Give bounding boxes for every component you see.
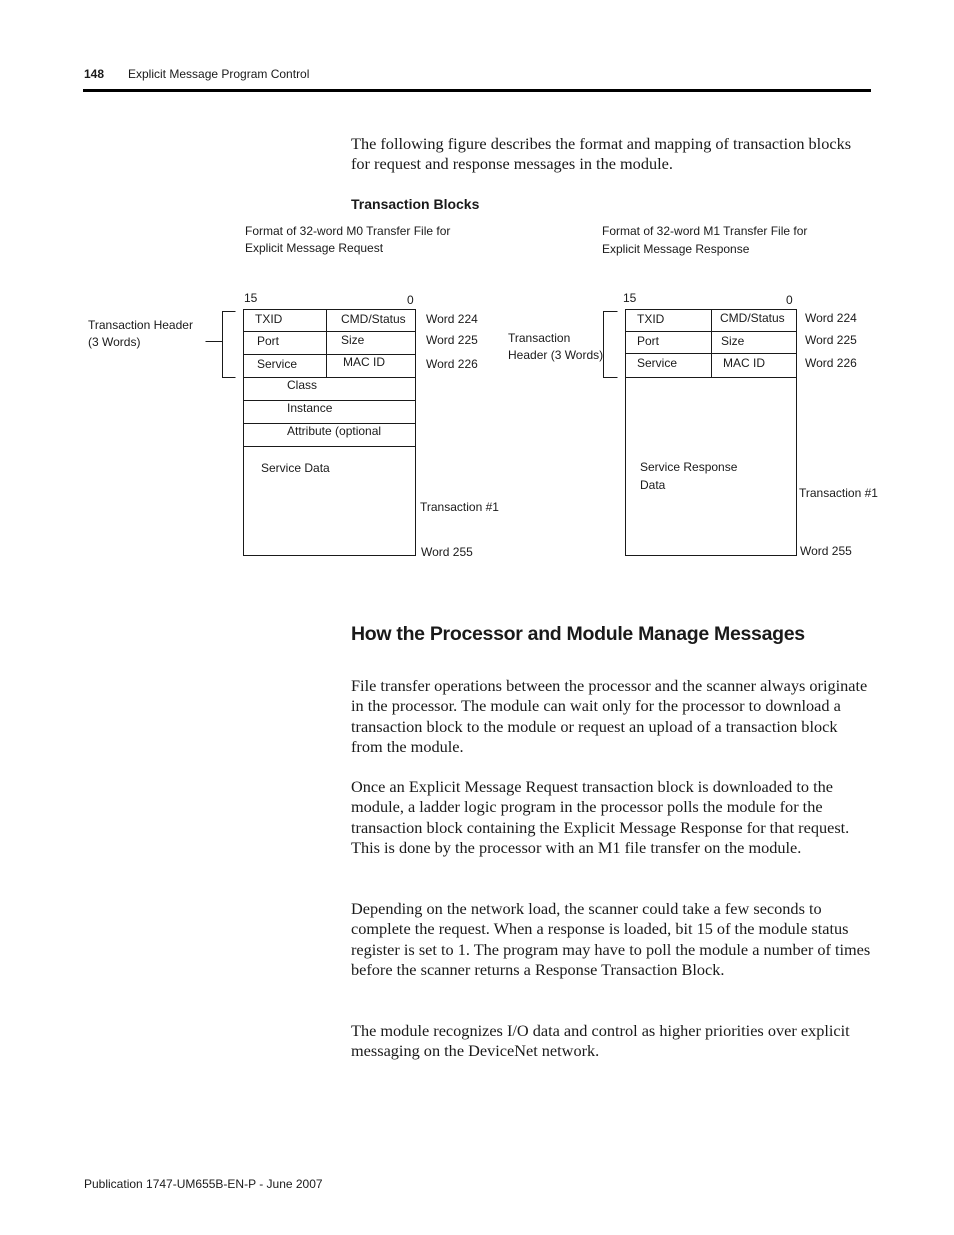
request-transaction-label: Transaction #1 bbox=[420, 500, 499, 514]
request-end-word: Word 255 bbox=[421, 545, 473, 559]
response-bit-high: 15 bbox=[623, 291, 637, 305]
request-row3-left: Service bbox=[257, 357, 298, 371]
request-class-label: Class bbox=[287, 378, 318, 392]
response-data-label-line2: Data bbox=[640, 478, 666, 492]
response-caption-line1: Format of 32-word M1 Transfer File for bbox=[602, 224, 808, 238]
request-row1-right: CMD/Status bbox=[341, 312, 406, 326]
response-end-word: Word 255 bbox=[800, 544, 852, 558]
intro-paragraph: The following figure describes the format and mapping of transaction blocks for request and response messages in the module. bbox=[351, 134, 852, 174]
response-row1-right: CMD/Status bbox=[720, 311, 785, 325]
section-paragraph-3: Depending on the network load, the scanner could take a few seconds to complete the request. When a response is loaded, bit 15 of the module status register is set to 1. The program may have to poll the module a number of times before the scanner returns a Response Transaction Block. bbox=[351, 899, 871, 980]
section-paragraph-2: Once an Explicit Message Request transaction block is downloaded to the module, a ladder logic program in the processor polls the module for the transaction block containing the Explicit Message Response for that request. This is done by the processor with an M1 file transfer on the module. bbox=[351, 777, 850, 858]
response-row3-left: Service bbox=[637, 356, 678, 370]
response-bracket-label-line1: Transaction bbox=[508, 331, 571, 345]
chapter-title: Explicit Message Program Control bbox=[128, 67, 310, 81]
response-transaction-label: Transaction #1 bbox=[799, 486, 878, 500]
request-bit-high: 15 bbox=[244, 291, 258, 305]
request-row2-right: Size bbox=[341, 333, 365, 347]
transaction-blocks-diagram bbox=[0, 0, 954, 600]
request-bracket-label-line2: (3 Words) bbox=[88, 335, 141, 349]
response-row2-word: Word 225 bbox=[805, 333, 857, 347]
request-bit-low: 0 bbox=[407, 293, 414, 307]
request-caption-line1: Format of 32-word M0 Transfer File for bbox=[245, 224, 451, 238]
request-row1-word: Word 224 bbox=[426, 312, 478, 326]
publication-footer: Publication 1747-UM655B-EN-P - June 2007 bbox=[84, 1177, 323, 1191]
section-paragraph-1: File transfer operations between the processor and the scanner always originate in the processor. The module can wait only for the processor to download a transaction block to the module or request an upload of a transaction block from the module. bbox=[351, 676, 868, 757]
response-row1-word: Word 224 bbox=[805, 311, 857, 325]
request-instance-label: Instance bbox=[287, 401, 333, 415]
figure-title: Transaction Blocks bbox=[351, 196, 480, 212]
request-row3-right: MAC ID bbox=[343, 355, 385, 369]
response-row2-right: Size bbox=[721, 334, 745, 348]
response-row3-word: Word 226 bbox=[805, 356, 857, 370]
request-row2-word: Word 225 bbox=[426, 333, 478, 347]
section-heading: How the Processor and Module Manage Messages bbox=[351, 623, 805, 645]
response-row1-left: TXID bbox=[637, 312, 665, 326]
request-service-data-label: Service Data bbox=[261, 461, 330, 475]
request-row1-left: TXID bbox=[255, 312, 283, 326]
request-bracket-label-line1: Transaction Header bbox=[88, 318, 193, 332]
request-attribute-label: Attribute (optional bbox=[287, 424, 382, 438]
section-paragraph-4: The module recognizes I/O data and control as higher priorities over explicit messaging on the DeviceNet network. bbox=[351, 1021, 850, 1061]
response-row2-left: Port bbox=[637, 334, 660, 348]
response-bit-low: 0 bbox=[786, 293, 793, 307]
request-caption-line2: Explicit Message Request bbox=[245, 241, 384, 255]
page-number: 148 bbox=[84, 67, 105, 81]
response-row3-right: MAC ID bbox=[723, 356, 765, 370]
response-data-label-line1: Service Response bbox=[640, 460, 738, 474]
request-row3-word: Word 226 bbox=[426, 357, 478, 371]
request-row2-left: Port bbox=[257, 334, 280, 348]
response-caption-line2: Explicit Message Response bbox=[602, 242, 750, 256]
response-bracket-label-line2: Header (3 Words) bbox=[508, 348, 604, 362]
